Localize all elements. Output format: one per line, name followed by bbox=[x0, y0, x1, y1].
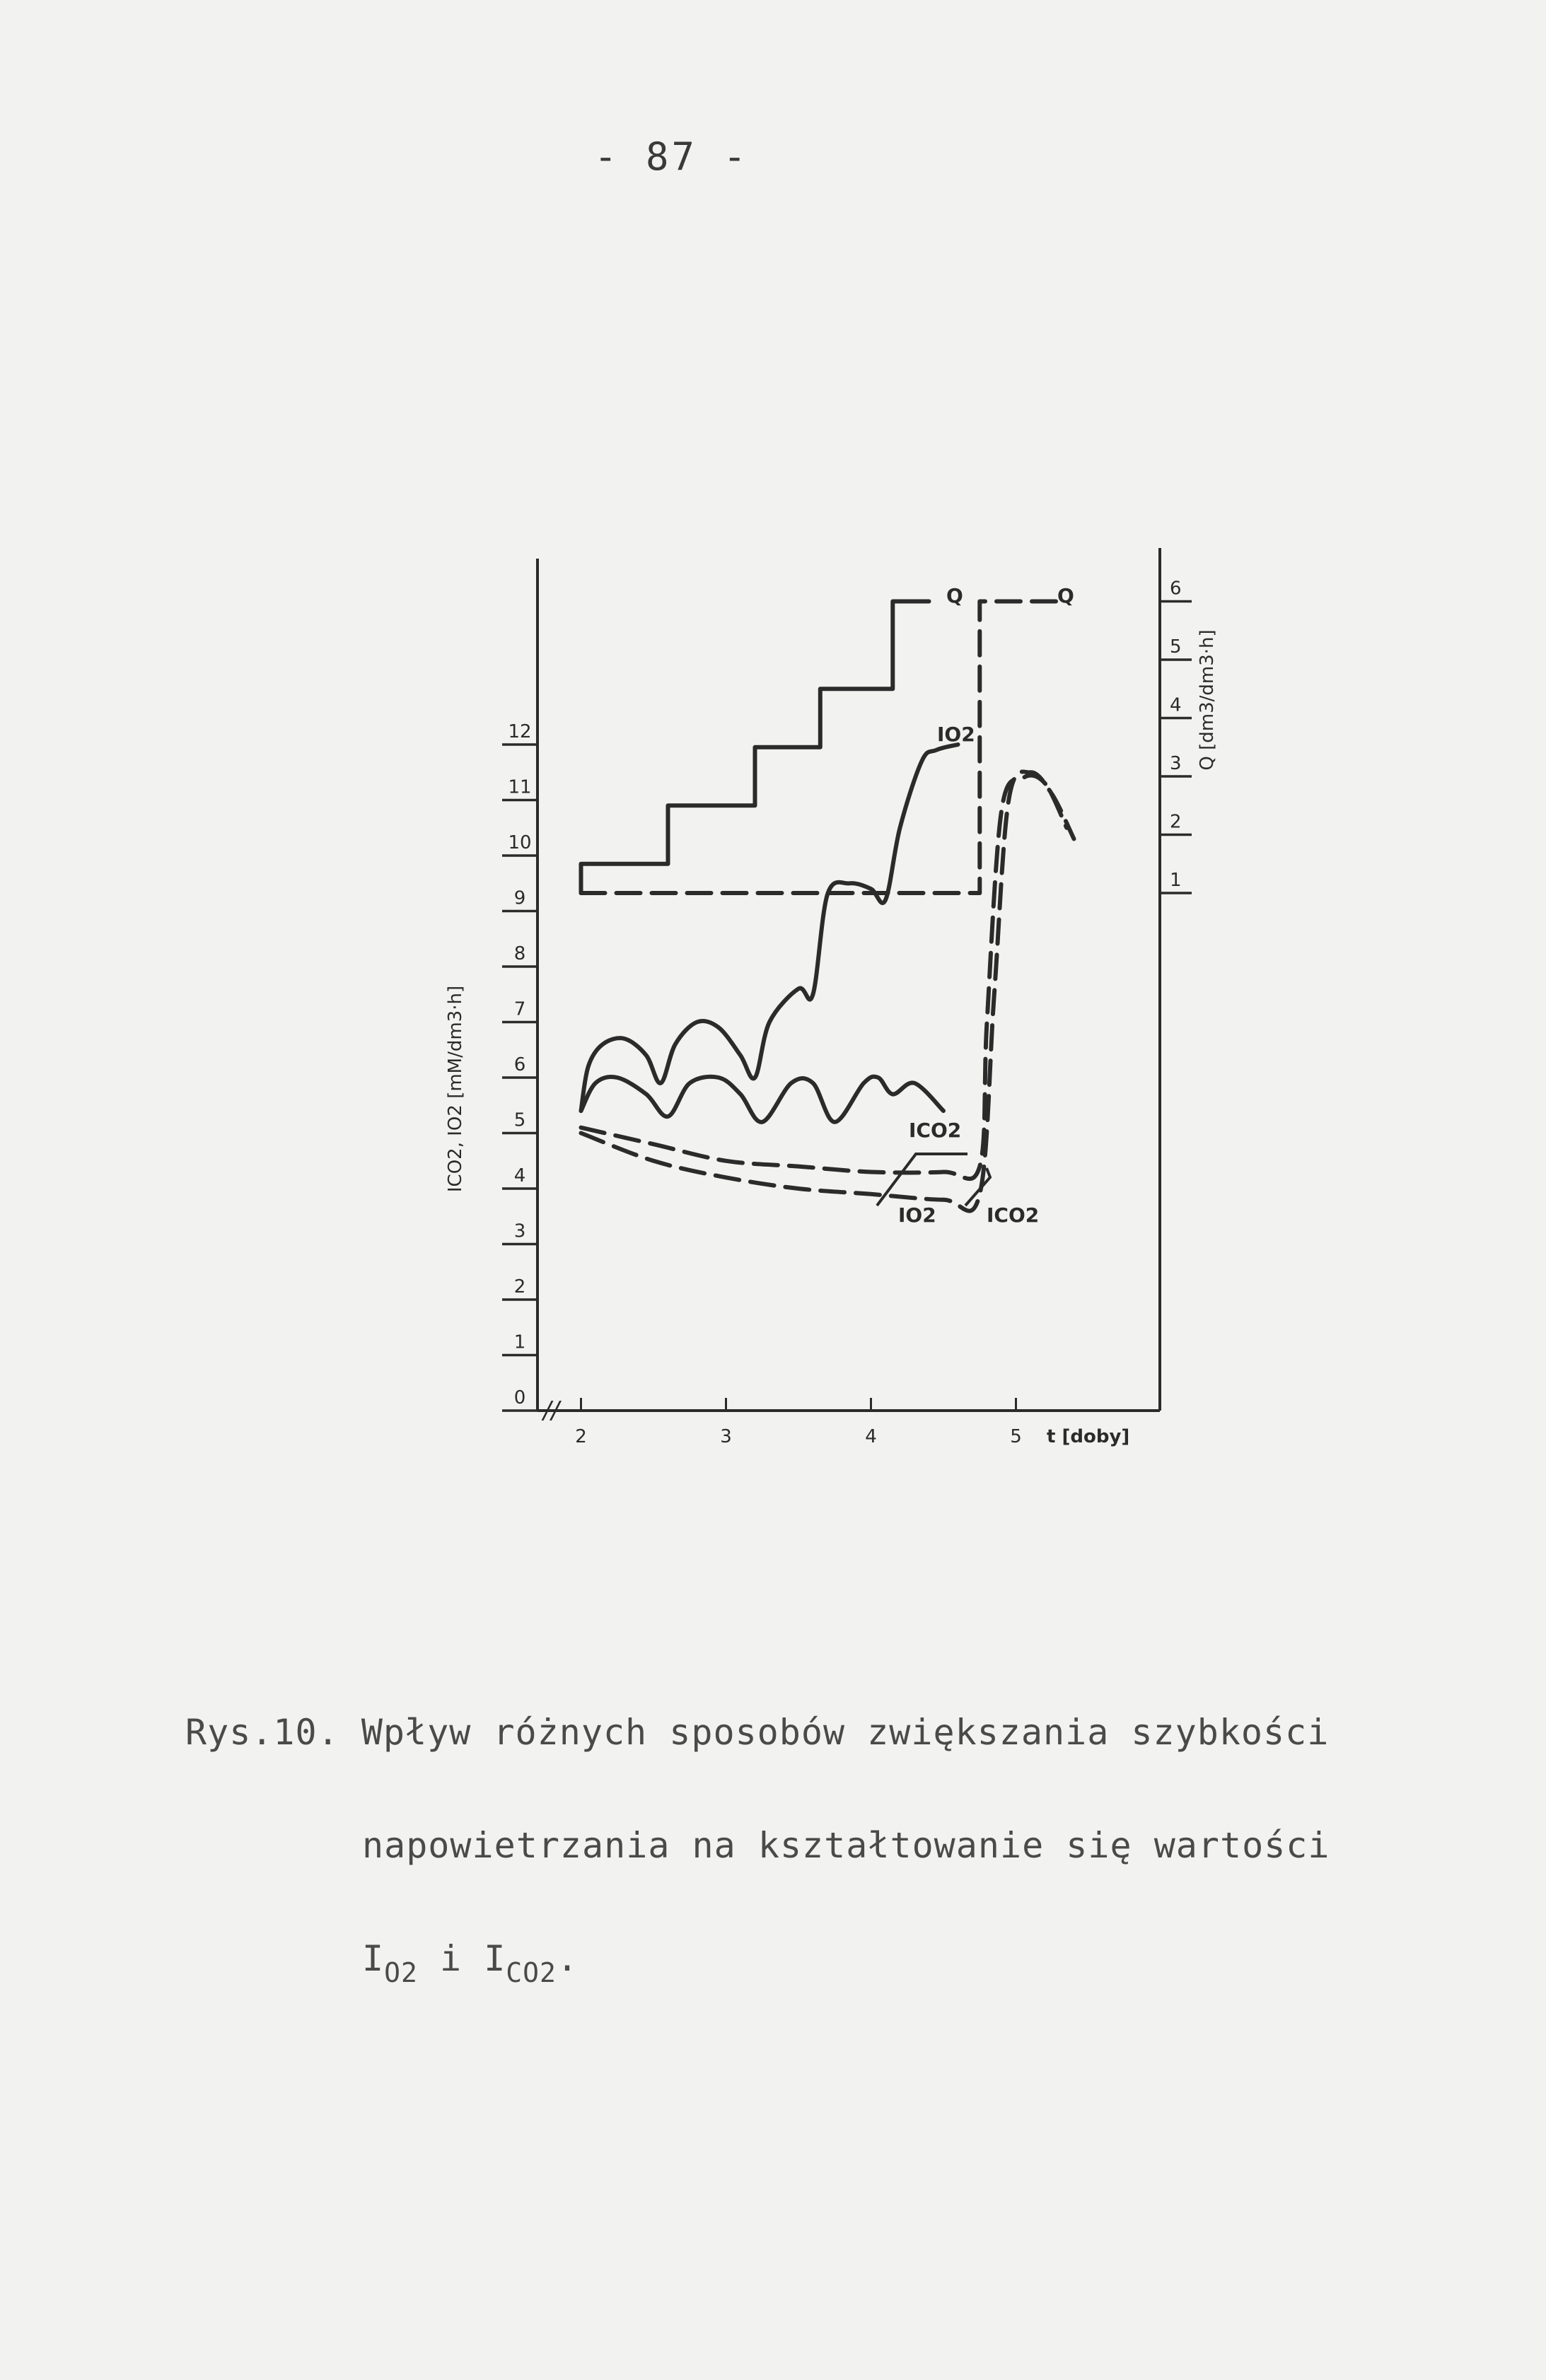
y-left-tick-label: 5 bbox=[513, 1109, 526, 1131]
axis-break: // bbox=[543, 1396, 559, 1425]
y-right-tick-label: 1 bbox=[1170, 870, 1182, 891]
x-tick-label: 4 bbox=[865, 1426, 877, 1447]
y-right-tick-label: 5 bbox=[1170, 636, 1182, 658]
x-tick-label: 2 bbox=[575, 1426, 587, 1447]
x-tick-label: 5 bbox=[1010, 1426, 1022, 1447]
caption-line-3: $I_{O2}$ i $I_{CO2}$. bbox=[362, 1938, 579, 1988]
y-left-tick-label: 11 bbox=[508, 776, 532, 798]
y-left-tick-label: 8 bbox=[513, 943, 526, 964]
x-axis-label: t [doby] bbox=[1047, 1426, 1130, 1447]
y-left-tick-label: 12 bbox=[508, 721, 532, 742]
y-left-tick-label: 10 bbox=[508, 832, 532, 853]
caption-prefix: Rys.10. bbox=[185, 1712, 339, 1753]
io2-dashed-label: IO2 bbox=[898, 1203, 936, 1227]
q-dashed-label: Q bbox=[1057, 584, 1074, 607]
ico2-dashed-label: ICO2 bbox=[987, 1203, 1040, 1227]
y-left-tick-label: 4 bbox=[513, 1165, 526, 1186]
chart-labels bbox=[445, 584, 1218, 1447]
y-right-tick-label: 4 bbox=[1170, 694, 1182, 716]
y-left-tick-label: 3 bbox=[513, 1220, 526, 1242]
figure-caption bbox=[185, 1676, 1330, 2029]
chart-series bbox=[581, 602, 1074, 1211]
y-right-tick-label: 6 bbox=[1170, 578, 1182, 600]
y-right-tick-label: 3 bbox=[1170, 753, 1182, 774]
y-left-tick-label: 0 bbox=[513, 1387, 526, 1408]
q-solid-series bbox=[581, 602, 929, 894]
chart-axes bbox=[502, 548, 1192, 1447]
y-left-tick-label: 2 bbox=[513, 1276, 526, 1297]
page-number: - 87 - bbox=[594, 134, 750, 179]
y-right-tick-label: 2 bbox=[1170, 811, 1182, 833]
io2-solid-series bbox=[581, 745, 958, 1111]
y-left-tick-label: 6 bbox=[513, 1054, 526, 1075]
io2-solid-label: IO2 bbox=[937, 723, 975, 746]
ico2-solid-series bbox=[581, 1077, 944, 1122]
ico2-solid-label: ICO2 bbox=[909, 1119, 962, 1142]
x-tick-label: 3 bbox=[720, 1426, 732, 1447]
caption-line-2: napowietrzania na kształtowanie się wartości bbox=[362, 1825, 1330, 1866]
y-left-tick-label: 1 bbox=[513, 1331, 526, 1353]
y-left-tick-label: 9 bbox=[513, 887, 526, 909]
y-right-axis-label: Q [dm3/dm3·h] bbox=[1197, 629, 1218, 771]
y-left-tick-label: 7 bbox=[513, 998, 526, 1020]
caption-line-1: Wpływ różnych sposobów zwiększania szybkości bbox=[361, 1712, 1330, 1753]
q-solid-label: Q bbox=[946, 584, 963, 607]
y-left-axis-label: ICO2, IO2 [mM/dm3·h] bbox=[445, 985, 466, 1193]
